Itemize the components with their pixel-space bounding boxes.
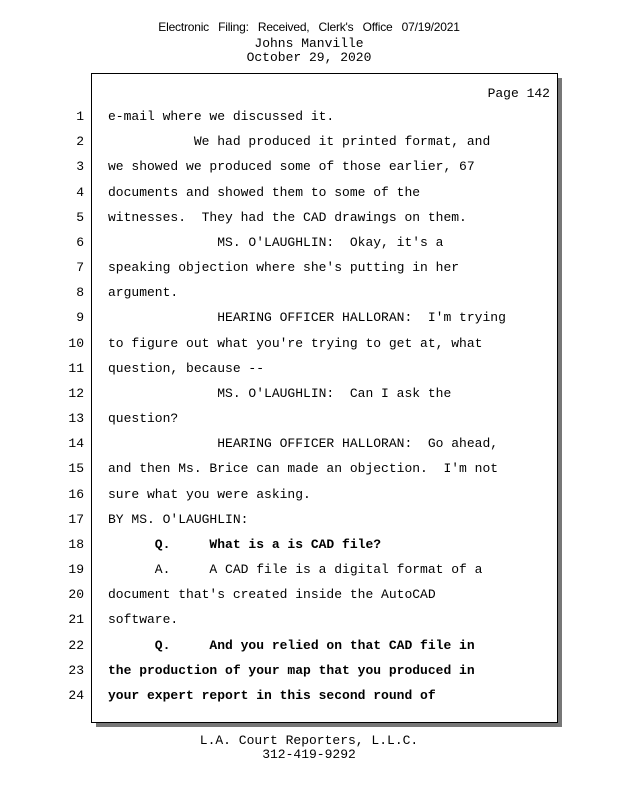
line-number: 6 xyxy=(76,235,84,250)
line-text: the production of your map that you produced in xyxy=(108,663,475,678)
reporter-phone: 312-419-9292 xyxy=(262,747,356,762)
line-number: 8 xyxy=(76,285,84,300)
line-text: sure what you were asking. xyxy=(108,487,311,502)
line-text: HEARING OFFICER HALLORAN: I'm trying xyxy=(108,310,506,325)
line-text: BY MS. O'LAUGHLIN: xyxy=(108,512,249,527)
filing-stamp: Electronic Filing: Received, Clerk's Office 07/19/2021 xyxy=(158,20,460,34)
line-text: e-mail where we discussed it. xyxy=(108,109,335,124)
line-number: 18 xyxy=(68,537,84,552)
line-text: and then Ms. Brice can made an objection. I'm not xyxy=(108,461,499,476)
line-number: 21 xyxy=(68,612,84,627)
line-text: software. xyxy=(108,612,179,627)
line-text: question, because -- xyxy=(108,361,265,376)
line-text: A. A CAD file is a digital format of a xyxy=(108,562,483,577)
line-text: we showed we produced some of those earlier, 67 xyxy=(108,159,475,174)
line-text: HEARING OFFICER HALLORAN: Go ahead, xyxy=(108,436,499,451)
line-number: 19 xyxy=(68,562,84,577)
line-number: 7 xyxy=(76,260,84,275)
line-text: your expert report in this second round of xyxy=(108,688,436,703)
line-text: MS. O'LAUGHLIN: Okay, it's a xyxy=(108,235,444,250)
line-number: 2 xyxy=(76,134,84,149)
line-number: 11 xyxy=(68,361,84,376)
line-text: Q. What is a is CAD file? xyxy=(108,537,382,552)
line-number: 5 xyxy=(76,210,84,225)
page-number: Page 142 xyxy=(487,86,550,101)
line-number: 14 xyxy=(68,436,84,451)
line-text: documents and showed them to some of the xyxy=(108,185,421,200)
line-number: 16 xyxy=(68,487,84,502)
line-number: 10 xyxy=(68,336,84,351)
line-text: to figure out what you're trying to get at, what xyxy=(108,336,483,351)
line-number: 23 xyxy=(68,663,84,678)
line-text: question? xyxy=(108,411,179,426)
case-title: Johns Manville xyxy=(254,36,364,51)
line-number: 3 xyxy=(76,159,84,174)
line-number: 13 xyxy=(68,411,84,426)
line-number: 15 xyxy=(68,461,84,476)
line-text: argument. xyxy=(108,285,179,300)
line-text: document that's created inside the AutoCAD xyxy=(108,587,436,602)
line-text: Q. And you relied on that CAD file in xyxy=(108,638,475,653)
line-text: MS. O'LAUGHLIN: Can I ask the xyxy=(108,386,452,401)
line-number: 24 xyxy=(68,688,84,703)
line-text: We had produced it printed format, and xyxy=(108,134,491,149)
line-number: 12 xyxy=(68,386,84,401)
line-number: 20 xyxy=(68,587,84,602)
line-number: 17 xyxy=(68,512,84,527)
line-number: 1 xyxy=(76,109,84,124)
reporter-company: L.A. Court Reporters, L.L.C. xyxy=(199,733,419,748)
line-number: 22 xyxy=(68,638,84,653)
line-number: 4 xyxy=(76,185,84,200)
line-text: speaking objection where she's putting in her xyxy=(108,260,460,275)
line-number: 9 xyxy=(76,310,84,325)
hearing-date: October 29, 2020 xyxy=(246,50,372,65)
line-text: witnesses. They had the CAD drawings on them. xyxy=(108,210,467,225)
